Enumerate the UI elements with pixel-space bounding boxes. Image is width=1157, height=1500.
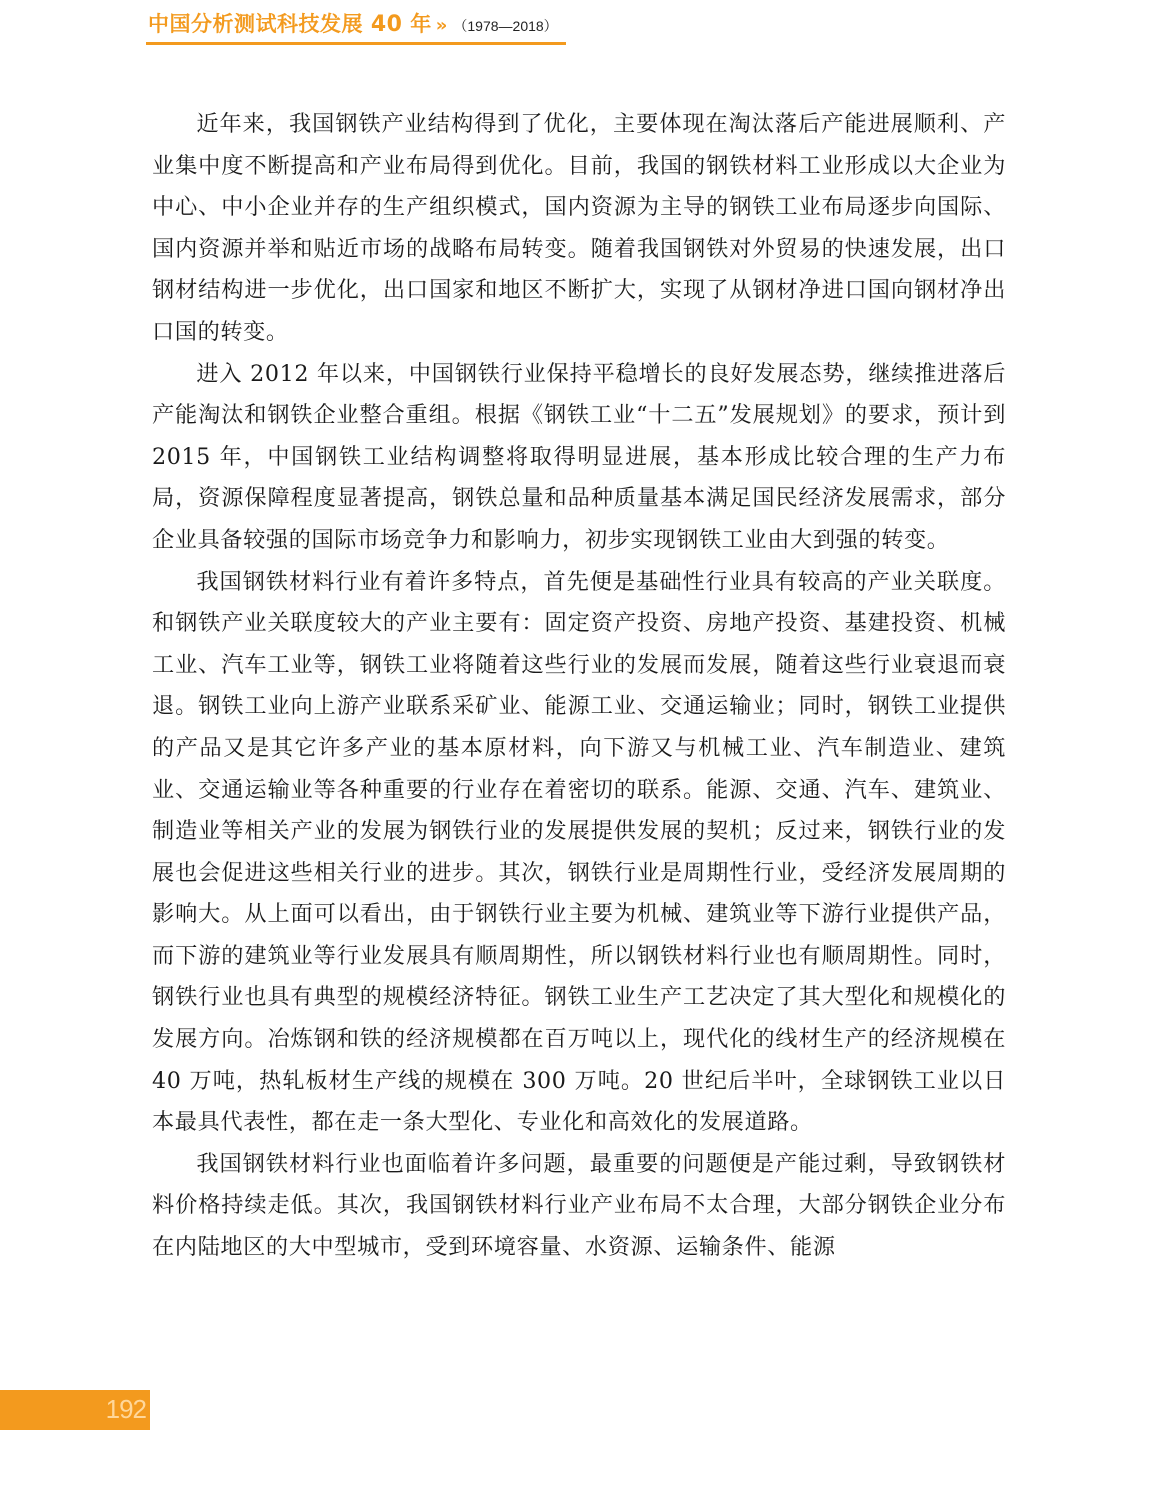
header-title <box>148 8 432 38</box>
body-text <box>152 104 1006 1269</box>
page-number-tab <box>0 1390 150 1430</box>
header-years: （1978—2018） <box>453 18 558 34</box>
paragraph: 我国钢铁材料行业也面临着许多问题，最重要的问题便是产能过剩，导致钢铁材料价格持续走低。其次，我国钢铁材料行业产业布局不太合理，大部分钢铁企业分布在内陆地区的大中型城市，受到环境容量、水资源、运输条件、能源 <box>152 1150 1006 1261</box>
header-title-suffix: 年 <box>410 12 432 36</box>
header-divider <box>146 42 566 45</box>
running-header <box>148 8 558 42</box>
header-title-number: 40 <box>370 12 403 37</box>
paragraph: 我国钢铁材料行业有着许多特点，首先便是基础性行业具有较高的产业关联度。和钢铁产业关联度较大的产业主要有：固定资产投资、房地产投资、基建投资、机械工业、汽车工业等，钢铁工业将随着这些行业的发展而发展，随着这些行业衰退而衰退。钢铁工业向上游产业联系采矿业、能源工业、交通运输业；同时，钢铁工业提供的产品又是其它许多产业的基本原材料，向下游又与机械工业、汽车制造业、建筑业、交通运输业等各种重要的行业存在着密切的联系。能源、交通、汽车、建筑业、制造业等相关产业的发展为钢铁行业的发展提供发展的契机；反过来，钢铁行业的发展也会促进这些相关行业的进步。其次，钢铁行业是周期性行业，受经济发展周期的影响大。从上面可以看出，由于钢铁行业主要为机械、建筑业等下游行业提供产品，而下游的建筑业等行业发展具有顺周期性，所以钢铁材料行业也有顺周期性。同时，钢铁行业也具有典型的规模经济特征。钢铁工业生产工艺决定了其大型化和规模化的发展方向。冶炼钢和铁的经济规模都在百万吨以上，现代化的线材生产的经济规模在 40 万吨，热轧板材生产线的规模在 300 万吨。20 世纪后半叶，全球钢铁工业以日本最具代表性，都在走一条大型化、专业化和高效化的发展道路。 <box>152 568 1006 1136</box>
page-number: 192 <box>105 1394 146 1424</box>
paragraph: 进入 2012 年以来，中国钢铁行业保持平稳增长的良好发展态势，继续推进落后产能淘汰和钢铁企业整合重组。根据《钢铁工业“十二五”发展规划》的要求，预计到 2015 年，中国钢铁工业结构调整将取得明显进展，基本形成比较合理的生产力布局，资源保障程度显著提高，钢铁总量和品种质量基本满足国民经济发展需求，部分企业具备较强的国际市场竞争力和影响力，初步实现钢铁工业由大到强的转变。 <box>152 360 1006 553</box>
double-chevron-icon: » <box>435 15 448 36</box>
paragraph: 近年来，我国钢铁产业结构得到了优化，主要体现在淘汰落后产能进展顺利、产业集中度不断提高和产业布局得到优化。目前，我国的钢铁材料工业形成以大企业为中心、中小企业并存的生产组织模式，国内资源为主导的钢铁工业布局逐步向国际、国内资源并举和贴近市场的战略布局转变。随着我国钢铁对外贸易的快速发展，出口钢材结构进一步优化，出口国家和地区不断扩大，实现了从钢材净进口国向钢材净出口国的转变。 <box>152 111 1006 345</box>
header-title-text: 中国分析测试科技发展 <box>148 12 363 36</box>
